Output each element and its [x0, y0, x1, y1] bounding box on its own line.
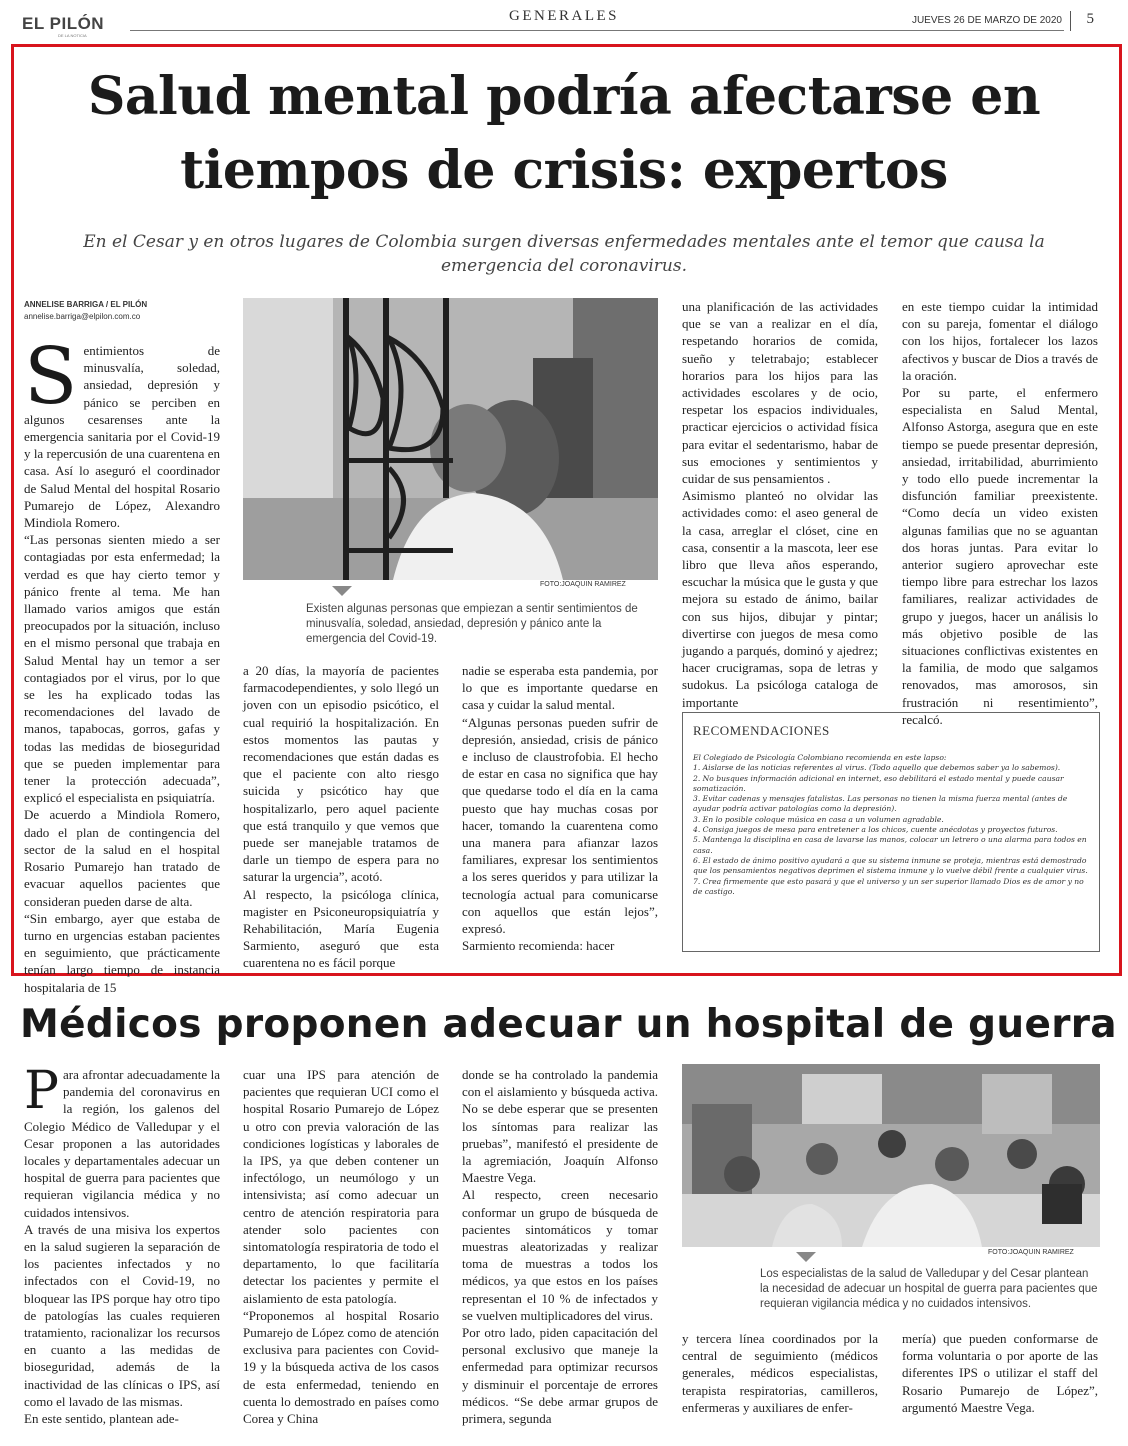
caption-arrow-icon: [332, 586, 352, 596]
paragraph: nadie se esperaba esta pandemia, por lo que es importante quedarse en casa y cuidar la salud mental.: [462, 663, 658, 713]
paragraph: y tercera línea coordinados por la central de seguimiento (médicos generales, médicos especialistas, terapista respiratorias, camilleros, enfermeras y auxiliares de enfer-: [682, 1331, 878, 1415]
article-subtitle: En el Cesar y en otros lugares de Colombia surgen diversas enfermedades mentales ante el temor que causa la emergencia del coronavirus.: [83, 232, 1045, 276]
paragraph: a 20 días, la mayoría de pacientes farmacodependientes, y solo llegó un joven con un episodio psicótico, el cual requirió la hospitalización. En estos momentos las pautas y recomendaciones que están dadas es que el paciente con alto riesgo suicida y psicótico hay que hospitalizarlo, pero aquel paciente que está tranquilo y que vemos que puede ser manejable tratamos de darle un tiempo de espera para no saturar la urgencia”, acotó.: [243, 663, 439, 885]
article-column-3: [462, 662, 658, 964]
article-2-column-2: [243, 1066, 440, 1427]
byline-email: annelise.barriga@elpilon.com.co: [24, 312, 141, 321]
paragraph: Asimismo planteó no olvidar las actividades como: el aseo general de la casa, arreglar el clóset, cine en casa, consentir a la mascota, leer ese libro que lleva años esperando, escuchar la música que le gusta y que mejora su estado de ánimo, bailar con sus hijos, dibujar y pintar; divertirse con juegos de mesa como jugando a parqués, dominó y ajedrez; hacer crucigramas, sopa de letras y sudokus. La psicóloga cataloga de importante: [682, 488, 878, 710]
byline: ANNELISE BARRIGA / EL PILÓN: [24, 300, 148, 309]
article-photo: [243, 298, 658, 580]
photo-hospital-ward: [682, 1064, 1100, 1247]
paragraph: “Sin embargo, ayer que estaba de turno en urgencias estaban pacientes en seguimiento, que prácticamente tenían largo tiempo de instancia hospitalaria de 15: [24, 910, 220, 995]
article-column-1: [24, 332, 220, 995]
header-rule: [130, 30, 1064, 31]
photo-woman-behind-gate: [243, 298, 658, 580]
paragraph: “Las personas sienten miedo a ser contagiadas por esta enfermedad; la verdad es que hay cierto temor y pánico frente al tema. Me han llamado varios amigos que están preocupados por la situación, incluso en el mismo personal que trabaja en Salud Mental hay un temor a ser contagiados por el virus, por lo que se les ha explicado todas las recomendaciones del lavado de manos, tapabocas, gorros, gafas y todas las medidas de bioseguridad que se pueden implementar para tener la protección adecuada”, explicó el especialista en psiquiatría.: [24, 532, 220, 806]
masthead-logo: EL PILÓN: [22, 14, 105, 33]
recommendation-item: 2. No busques información adicional en internet, eso debilitará el estado mental y puede causar somatización.: [693, 773, 1064, 793]
recommendation-item: 6. El estado de ánimo positivo ayudará a que su sistema inmune se proteja, mientras está demostrado que los pensamientos negativos deprimen el sistema inmune y lo vuelve débil frente a cualquier virus.: [693, 855, 1088, 876]
paragraph: en este tiempo cuidar la intimidad con su pareja, fomentar el diálogo con los hijos, fortalecer los lazos afectivos y buscar de Dios a través de la oración.: [902, 299, 1099, 383]
article-2-column-4: [682, 1330, 878, 1416]
masthead-tagline: DE LA NOTICIA: [58, 33, 87, 38]
article-2-column-5: [902, 1330, 1098, 1416]
recommendations-box: [682, 712, 1100, 952]
paragraph: En este sentido, plantean ade-: [24, 1411, 179, 1427]
drop-cap: S: [24, 332, 78, 422]
article-2-column-3: [462, 1066, 658, 1427]
paragraph: Al respecto, la psicóloga clínica, magister en Psiconeuropsiquiatría y Rehabilitación, María Eugenia Sarmiento, aseguró que esta cuarentena no es fácil porque: [243, 886, 439, 971]
paragraph: Al respecto, creen necesario conformar un grupo de búsqueda de pacientes sintomáticos y tomar muestras aleatorizadas y realizar toma de muestras a todos los médicos, ya que estos en los países representan el 10 % de infectados y se vuelven multiplicadores del virus.: [462, 1187, 658, 1323]
recommendations-title: RECOMENDACIONES: [693, 723, 830, 738]
caption-arrow-icon: [796, 1252, 816, 1262]
photo-caption: Los especialistas de la salud de Valledupar y del Cesar plantean la necesidad de adecuar un hospital de guerra para pacientes que requieran vigilancia médica y no cuidados intensivos.: [760, 1268, 1098, 1310]
paragraph: donde se ha controlado la pandemia con el aislamiento y búsqueda activa. No se debe esperar que se presenten los síntomas para realizar las pruebas”, manifestó el presidente de la agremiación, Joaquín Alfonso Maestre Vega.: [462, 1067, 658, 1186]
recommendation-item: 3. En lo posible coloque música en casa a un volumen agradable.: [693, 814, 944, 824]
article-column-2: [243, 662, 439, 971]
paragraph: ara afrontar adecuadamente la pandemia del coronavirus en la región, los galenos del Colegio Médico de Valledupar y el Cesar proponen a las autoridades locales y departamentales adecuar un hospital de guerra para pacientes que requieran vigilancia médica y no cuidados intensivos.: [24, 1067, 220, 1220]
recommendation-item: 7. Crea firmemente que esto pasará y que el universo y un ser superior llamado Dios es de amor y no de castigo.: [693, 876, 1084, 896]
recommendation-item: 5. Mantenga la disciplina en casa de lavarse las manos, colocar un letrero o una alarma para todos en casa.: [693, 835, 1087, 855]
article-2-headline: Médicos proponen adecuar un hospital de guerra: [20, 1002, 1117, 1047]
article-headline: Salud mental podría afectarse en tiempos de crisis: expertos: [87, 66, 1041, 201]
issue-date: JUEVES 26 DE MARZO DE 2020: [911, 15, 1062, 26]
paragraph: una planificación de las actividades que se van a realizar en el día, respetando horarios de comida, sueño y teletrabajo; establecer horarios para los hijos para las actividades escolares y de ocio, respetar los espacios individuales, practicar ejercicios o actividad física para evitar el sedentarismo, habar de sus emociones y sentimientos y cuidar de sus pensamientos .: [682, 299, 878, 487]
article-column-5: [902, 298, 1099, 727]
paragraph: Por otro lado, piden capacitación del personal exclusivo que maneje la enfermedad para optimizar recursos y disminuir el porcentaje de errores médicos. “Se debe armar grupos de primera, segunda: [462, 1325, 658, 1427]
section-name: GENERALES: [509, 8, 619, 24]
paragraph: cuar una IPS para atención de pacientes que requieran UCI como el hospital Rosario Pumarejo de López u otro con previa valoración de las condiciones logísticas y laborales de la IPS, ya que deben contener un infectólogo, un neumólogo y un intensivista; así como adecuar un centro de atención respiratoria para atender solo pacientes con sintomatología respiratoria de todo el departamento, lo que facilitaría detectar los pacientes y permite el aislamiento de esta patología.: [243, 1067, 439, 1306]
paragraph: “Algunas personas pueden sufrir de depresión, ansiedad, crisis de pánico e incluso de claustrofobia. El hecho de estar en casa no significa que hay que quedarse todo el día en la cama puesto que hay muchas cosas por hacer, tomando la cuarentena como una manera para afianzar lazos familiares, expresar los sentimientos a los seres queridos y para utilizar la tecnología actual para comunicarse con aquellos que están lejos”, expresó.: [462, 714, 658, 937]
photo-credit: FOTO:JOAQUIN RAMIREZ: [540, 581, 626, 588]
recommendation-item: 1. Aislarse de las noticias referentes al virus. (Todo aquello que debemos saber ya lo sabemos).: [693, 763, 1061, 773]
paragraph: Por su parte, el enfermero especialista en Salud Mental, Alfonso Astorga, asegura que en este tiempo se puede presentar depresión, ansiedad, irritabilidad, aburrimiento y todo ello puede incrementar la disfunción familiar preexistente. “Como decía un video existen algunas familias que no se aguantan dos horas juntas. Para evitar lo anterior sugiero aprovechar este tiempo libre para estrechar los lazos familiares, realizar actividades de grupo y juegos, hacer un análisis lo más objetivo posible de las situaciones conflictivas existentes en la familia, de modo que salgamos renovados, mas amorosos, sin frustración ni resentimiento”, recalcó.: [902, 385, 1098, 727]
paragraph: A través de una misiva los expertos en la salud sugieren la separación de los pacientes infectados y no infectados con el Covid-19, no bloquear las IPS porque hay otro tipo de patologías las cuales requieren tratamiento, racionalizar los recursos en cuanto a las medidas de bioseguridad, además de la inactividad de las clínicas o IPS, así como el lavado de las mismas.: [24, 1221, 220, 1409]
photo-credit: FOTO:JOAQUIN RAMIREZ: [988, 1249, 1074, 1256]
page-number: 5: [1086, 11, 1094, 27]
paragraph: De acuerdo a Mindiola Romero, dado el plan de contingencia del sector de la salud en el hospital Rosario Pumarejo han tratado de evacuar aquellos pacientes que consideran pueden darse de alta.: [24, 807, 220, 909]
paragraph: Sarmiento recomienda: hacer: [462, 938, 615, 954]
paragraph: entimientos de minusvalía, soledad, ansiedad, depresión y pánico se perciben en algunos cesarenses ante la emergencia sanitaria por el Covid-19 y la repercusión de una cuarentena en casa. Así lo aseguró el coordinador de Salud Mental del hospital Rosario Pumarejo de López, Alexandro Mindiola Romero.: [24, 343, 220, 531]
article-column-4: [682, 298, 878, 710]
header-divider: [1070, 11, 1071, 31]
paragraph: “Proponemos al hospital Rosario Pumarejo de López como de atención exclusiva para pacientes con Covid-19 y la búsqueda activa de los casos de esta enfermedad, teniendo en cuenta lo demostrado en países como Corea y China: [243, 1307, 440, 1427]
drop-cap: P: [24, 1061, 59, 1121]
photo-caption: Existen algunas personas que empiezan a sentir sentimientos de minusvalía, soledad, ansiedad, depresión y pánico ante la emergencia del Covid-19.: [306, 603, 638, 645]
paragraph: mería) que pueden conformarse de forma voluntaria o por aporte de las diferentes IPS o utilizar el staff del Rosario Pumarejo de López”, argumentó Maestre Vega.: [902, 1331, 1098, 1415]
article-2-photo: [682, 1064, 1100, 1247]
article-2-column-1: [24, 1061, 220, 1427]
recommendation-item: 4. Consiga juegos de mesa para entretener a los chicos, cuente anécdotas y proyectos futuros.: [693, 825, 1058, 835]
recommendation-item: 3. Evitar cadenas y mensajes fatalistas. Las personas no tienen la misma fuerza mental (antes de ayudar podría activar patologías como la depresión).: [693, 794, 1068, 814]
recommendations-intro: El Colegiado de Psicología Colombiano recomienda en este lapso:: [693, 753, 947, 762]
